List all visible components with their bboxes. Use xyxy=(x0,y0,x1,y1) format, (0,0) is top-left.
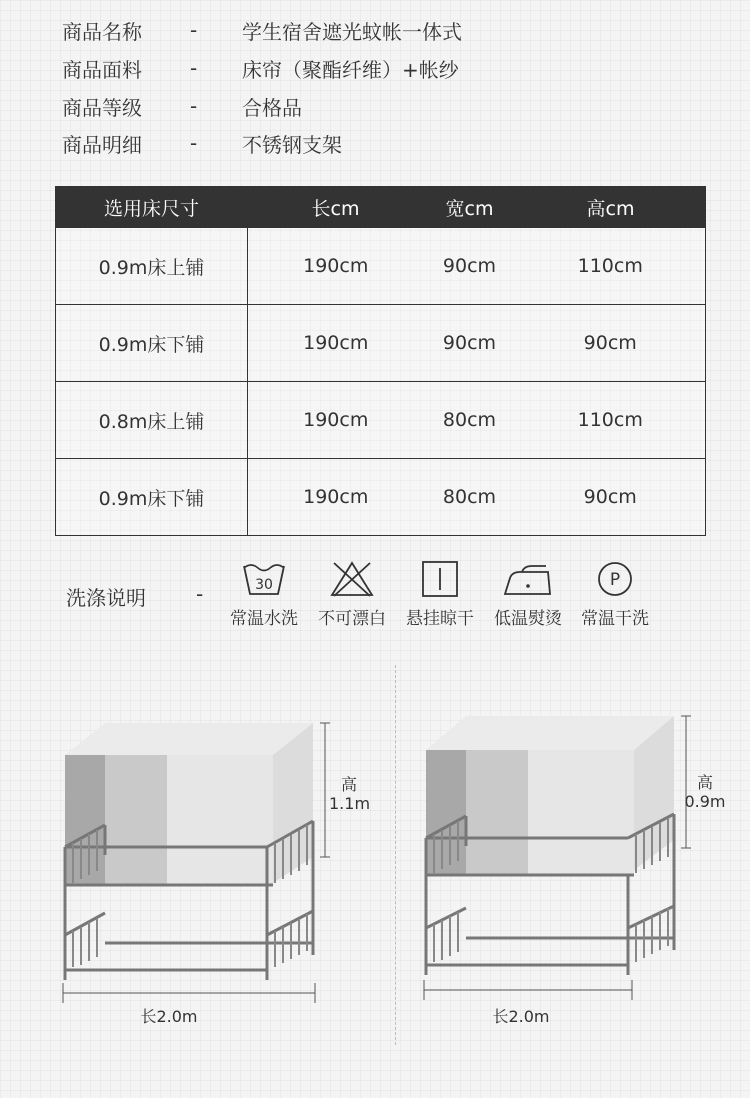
size-table-header xyxy=(56,187,706,228)
info-dash: - xyxy=(190,56,198,80)
table-cell: 90cm xyxy=(424,228,516,305)
info-label: 商品面料 xyxy=(62,57,142,82)
care-item-hang-dry xyxy=(395,560,485,629)
height-label: 高 xyxy=(696,773,713,792)
table-cell: 0.9m床下铺 xyxy=(56,305,248,382)
table-cell: 0.8m床上铺 xyxy=(56,382,248,459)
info-dash: - xyxy=(190,18,198,42)
dry-clean-letter: P xyxy=(609,570,621,590)
info-row-fabric xyxy=(62,52,459,84)
table-cell: 80cm xyxy=(424,382,516,459)
care-item-iron xyxy=(483,560,573,629)
diagram-divider xyxy=(395,665,396,1045)
table-row xyxy=(56,382,706,459)
info-value: 床帘（聚酯纤维）+帐纱 xyxy=(242,57,459,82)
hang-dry-icon xyxy=(417,560,463,598)
info-label: 商品名称 xyxy=(62,19,142,44)
header-cell: 选用床尺寸 xyxy=(56,187,248,228)
table-cell: 110cm xyxy=(516,382,706,459)
care-text: 不可漂白 xyxy=(318,609,386,629)
wash-temp: 30 xyxy=(255,577,273,593)
care-text: 常温水洗 xyxy=(230,609,298,629)
info-value: 学生宿舍遮光蚊帐一体式 xyxy=(242,19,462,44)
care-text: 悬挂晾干 xyxy=(406,609,474,629)
info-row-grade xyxy=(62,90,302,122)
table-cell: 0.9m床上铺 xyxy=(56,228,248,305)
table-cell: 80cm xyxy=(424,459,516,536)
table-cell: 190cm xyxy=(248,459,424,536)
info-row-detail xyxy=(62,127,342,159)
table-cell: 190cm xyxy=(248,305,424,382)
height-value: 1.1m xyxy=(329,794,371,813)
care-item-dry-clean xyxy=(570,560,660,629)
info-value: 不锈钢支架 xyxy=(242,132,342,157)
info-label: 商品明细 xyxy=(62,132,142,157)
header-cell: 宽cm xyxy=(424,187,516,228)
header-cell: 高cm xyxy=(516,187,706,228)
table-cell: 190cm xyxy=(248,382,424,459)
washing-dash: - xyxy=(196,582,204,606)
height-label: 高 xyxy=(340,775,357,794)
length-label: 长2.0m xyxy=(492,1007,550,1026)
info-label: 商品等级 xyxy=(62,95,142,120)
info-dash: - xyxy=(190,94,198,118)
table-cell: 90cm xyxy=(516,459,706,536)
dry-clean-p-icon xyxy=(592,560,638,598)
header-cell: 长cm xyxy=(248,187,424,228)
table-row xyxy=(56,305,706,382)
table-row xyxy=(56,228,706,305)
table-cell: 0.9m床下铺 xyxy=(56,459,248,536)
care-text: 常温干洗 xyxy=(581,609,649,629)
table-cell: 90cm xyxy=(516,305,706,382)
washing-label: 洗涤说明 xyxy=(66,586,146,610)
table-row xyxy=(56,459,706,536)
size-table xyxy=(55,186,706,536)
care-item-wash xyxy=(219,560,309,629)
bed-diagram-lower xyxy=(416,710,726,1010)
wash-30-icon xyxy=(241,560,287,598)
table-cell: 90cm xyxy=(424,305,516,382)
info-row-name xyxy=(62,14,462,46)
bed-diagram-upper xyxy=(55,715,385,1015)
info-dash: - xyxy=(190,131,198,155)
low-iron-icon xyxy=(502,560,554,598)
care-item-bleach xyxy=(307,560,397,629)
table-cell: 190cm xyxy=(248,228,424,305)
info-value: 合格品 xyxy=(242,95,302,120)
table-cell: 110cm xyxy=(516,228,706,305)
no-bleach-icon xyxy=(329,560,375,598)
care-text: 低温熨烫 xyxy=(494,609,562,629)
length-label: 长2.0m xyxy=(140,1007,198,1026)
height-value: 0.9m xyxy=(684,792,726,811)
